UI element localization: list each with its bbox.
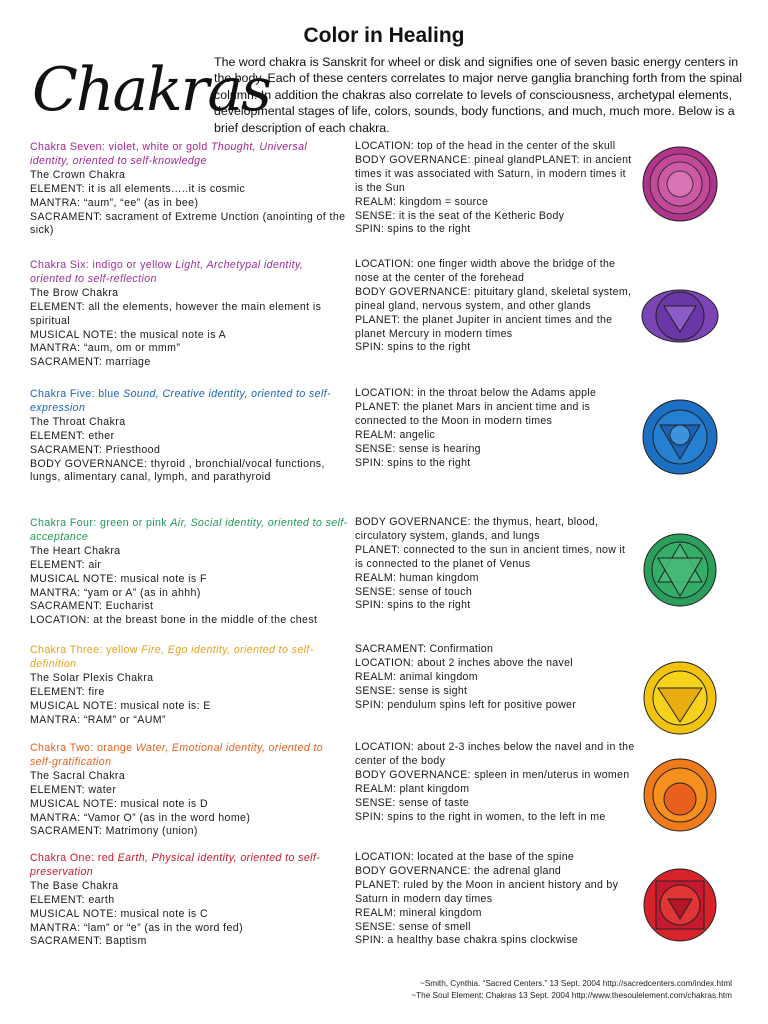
intro-paragraph: The word chakra is Sanskrit for wheel or disk and signifies one of seven basic energy centers in the body. Each of these centers correlates to major nerve ganglia branching forth from the spinal column. In addition the chakras also correlate to levels of consciousness, archetypal elements, developmental stages of life, colors, sounds, body functions, and much, much more. Below is a brief description of each chakra. — [214, 55, 743, 135]
chakra-heading — [30, 644, 348, 672]
chakra-detail: REALM: animal kingdom — [355, 670, 478, 683]
chakra-heading-desc: Light, Archetypal identity, oriented to self-reflection — [30, 259, 304, 285]
chakra-detail: BODY GOVERNANCE: the adrenal gland — [355, 864, 562, 877]
chakra-heading-title: Chakra Five: blue — [30, 388, 120, 400]
chakra-two-right — [355, 741, 635, 824]
chakra-detail: SENSE: sense is sight — [355, 684, 468, 697]
chakra-detail: ELEMENT: earth — [30, 893, 115, 906]
chakra-seven-left — [30, 141, 348, 238]
chakra-heading — [30, 259, 348, 287]
chakra-detail: SPIN: spins to the right — [355, 456, 471, 469]
chakra-four-right — [355, 516, 635, 613]
throat-chakra-icon — [640, 397, 720, 477]
chakra-detail: LOCATION: located at the base of the spine — [355, 851, 575, 863]
chakra-detail: LOCATION: top of the head in the center of the skull — [355, 140, 616, 152]
chakra-heading-desc: Air, Social identity, oriented to self-acceptance — [30, 517, 348, 543]
page-title: Color in Healing — [303, 24, 465, 47]
chakra-detail: SPIN: spins to the right — [355, 341, 471, 354]
chakra-three-right — [355, 643, 635, 713]
chakra-detail: The Brow Chakra — [30, 286, 119, 299]
chakra-detail: SPIN: spins to the right in women, to the left in me — [355, 810, 606, 823]
chakra-heading — [30, 852, 348, 880]
chakra-detail: ELEMENT: ether — [30, 429, 115, 442]
chakra-detail: PLANET: connected to the sun in ancient times, now it is connected to the planet of Venus — [355, 543, 626, 570]
brow-chakra-icon — [640, 276, 720, 356]
chakra-detail: MUSICAL NOTE: musical note is D — [30, 797, 209, 810]
chakra-heading-title: Chakra Three: yellow — [30, 644, 138, 656]
chakra-heading — [30, 141, 348, 169]
chakra-detail: SENSE: it is the seat of the Ketheric Body — [355, 209, 565, 222]
chakra-detail: LOCATION: at the breast bone in the middle of the chest — [30, 614, 318, 627]
chakra-detail: REALM: mineral kingdom — [355, 906, 482, 919]
chakra-detail: The Crown Chakra — [30, 168, 126, 181]
chakra-heading-desc: Sound, Creative identity, oriented to self-expression — [30, 388, 331, 414]
chakra-detail: MUSICAL NOTE: the musical note is A — [30, 328, 227, 341]
chakra-detail: MUSICAL NOTE: musical note is C — [30, 907, 209, 920]
chakra-detail: MANTRA: “lam” or “e” (as in the word fed) — [30, 921, 244, 934]
chakra-heading-title: Chakra Seven: violet, white or gold — [30, 141, 208, 153]
chakra-detail: REALM: kingdom = source — [355, 195, 489, 208]
chakra-detail: PLANET: the planet Mars in ancient time and is connected to the Moon in modern times — [355, 400, 591, 427]
chakra-detail: SACRAMENT: Confirmation — [355, 643, 494, 655]
chakra-heading-desc: Water, Emotional identity, oriented to self-gratification — [30, 742, 324, 768]
chakra-seven-right — [355, 140, 635, 237]
chakra-detail: PLANET: the planet Jupiter in ancient times and the planet Mercury in modern times — [355, 313, 613, 340]
chakra-detail: REALM: human kingdom — [355, 571, 479, 584]
citation: ~The Soul Element: Chakras 13 Sept. 2004 http://www.thesoulelement.com/chakras.htm — [411, 991, 732, 1000]
chakra-detail: MANTRA: “aum”, “ee” (as in bee) — [30, 196, 199, 209]
chakra-detail: SPIN: spins to the right — [355, 599, 471, 612]
chakra-detail: SENSE: sense of taste — [355, 796, 470, 809]
chakra-heading-title: Chakra Two: orange — [30, 742, 133, 754]
chakra-three-left — [30, 644, 348, 727]
chakra-detail: MANTRA: “Vamor O” (as in the word home) — [30, 811, 251, 824]
chakra-two-left — [30, 742, 348, 839]
chakra-detail: SPIN: a healthy base chakra spins clockwise — [355, 934, 579, 947]
sacral-chakra-icon — [640, 755, 720, 835]
chakra-five-right — [355, 387, 635, 470]
chakra-detail: ELEMENT: it is all elements…..it is cosmic — [30, 182, 246, 195]
chakra-heading-desc: Fire, Ego identity, oriented to self-definition — [30, 644, 314, 670]
chakra-heading — [30, 742, 348, 770]
chakra-heading-title: Chakra One: red — [30, 852, 115, 864]
chakra-detail: REALM: plant kingdom — [355, 782, 470, 795]
chakra-detail: SACRAMENT: sacrament of Extreme Unction (anointing of the sick) — [30, 210, 346, 237]
chakra-detail: SPIN: spins to the right — [355, 223, 471, 236]
chakra-detail: ELEMENT: water — [30, 783, 117, 796]
chakra-detail: MANTRA: “yam or A” (as in ahhh) — [30, 586, 201, 599]
chakra-heading-desc: Thought, Universal identity, oriented to self-knowledge — [30, 141, 308, 167]
chakra-detail: PLANET: ruled by the Moon in ancient history and by Saturn in modern day times — [355, 878, 619, 905]
chakra-detail: ELEMENT: fire — [30, 685, 105, 698]
chakra-four-left — [30, 517, 348, 628]
chakra-detail: BODY GOVERNANCE: pituitary gland, skeletal system, pineal gland, nervous system, and other glands — [355, 285, 632, 312]
chakra-detail: SACRAMENT: Baptism — [30, 935, 147, 948]
crown-chakra-icon — [640, 144, 720, 224]
chakra-detail: BODY GOVERNANCE: the thymus, heart, blood, circulatory system, glands, and lungs — [355, 516, 599, 542]
chakra-detail: The Sacral Chakra — [30, 769, 126, 782]
chakra-detail: BODY GOVERNANCE: pineal glandPLANET: in ancient times it was associated with Saturn, in modern times it is the Sun — [355, 153, 632, 194]
chakra-detail: SACRAMENT: Eucharist — [30, 600, 154, 613]
chakra-detail: LOCATION: about 2 inches above the navel — [355, 656, 573, 669]
citations — [411, 978, 732, 1002]
chakra-detail: LOCATION: one finger width above the bridge of the nose at the center of the forehead — [355, 258, 616, 284]
chakra-detail: BODY GOVERNANCE: thyroid , bronchial/vocal functions, lungs, alimentary canal, lymph, and parathyroid — [30, 457, 325, 484]
solar-plexus-chakra-icon — [640, 658, 720, 738]
chakra-detail: SACRAMENT: Priesthood — [30, 443, 161, 456]
chakra-one-left — [30, 852, 348, 949]
chakra-detail: LOCATION: about 2-3 inches below the navel and in the center of the body — [355, 741, 635, 767]
chakra-heading — [30, 517, 348, 545]
chakra-heading — [30, 388, 348, 416]
chakra-heading-title: Chakra Four: green or pink — [30, 517, 167, 529]
chakra-detail: REALM: angelic — [355, 428, 436, 441]
chakra-detail: The Heart Chakra — [30, 544, 121, 557]
chakra-detail: The Solar Plexis Chakra — [30, 671, 154, 684]
root-chakra-icon — [640, 865, 720, 945]
chakra-detail: The Throat Chakra — [30, 415, 126, 428]
chakra-detail: SENSE: sense is hearing — [355, 442, 481, 455]
chakra-detail: SACRAMENT: marriage — [30, 356, 151, 369]
heart-chakra-icon — [640, 530, 720, 610]
chakra-five-left — [30, 388, 348, 485]
chakra-detail: MUSICAL NOTE: musical note is: E — [30, 699, 211, 712]
chakra-six-right — [355, 258, 635, 355]
chakra-detail: MUSICAL NOTE: musical note is F — [30, 572, 207, 585]
chakra-detail: SENSE: sense of smell — [355, 920, 471, 933]
chakra-detail: SPIN: pendulum spins left for positive power — [355, 698, 577, 711]
chakra-detail: The Base Chakra — [30, 879, 119, 892]
chakra-detail: BODY GOVERNANCE: spleen in men/uterus in women — [355, 768, 630, 781]
chakra-detail: ELEMENT: all the elements, however the main element is spiritual — [30, 300, 322, 327]
chakra-detail: MANTRA: “RAM” or “AUM” — [30, 713, 166, 726]
chakra-detail: SENSE: sense of touch — [355, 585, 473, 598]
chakra-detail: LOCATION: in the throat below the Adams apple — [355, 387, 597, 399]
citation: ~Smith, Cynthia. “Sacred Centers.” 13 Sept. 2004 http://sacredcenters.com/index.html — [420, 979, 732, 988]
chakra-one-right — [355, 851, 635, 948]
chakras-logo: Chakras — [32, 55, 270, 125]
chakra-detail: MANTRA: “aum, om or mmm” — [30, 342, 181, 355]
chakra-six-left — [30, 259, 348, 370]
chakra-detail: ELEMENT: air — [30, 558, 102, 571]
chakra-heading-desc: Earth, Physical identity, oriented to self-preservation — [30, 852, 321, 878]
chakra-detail: SACRAMENT: Matrimony (union) — [30, 825, 198, 838]
chakra-heading-title: Chakra Six: indigo or yellow — [30, 259, 172, 271]
